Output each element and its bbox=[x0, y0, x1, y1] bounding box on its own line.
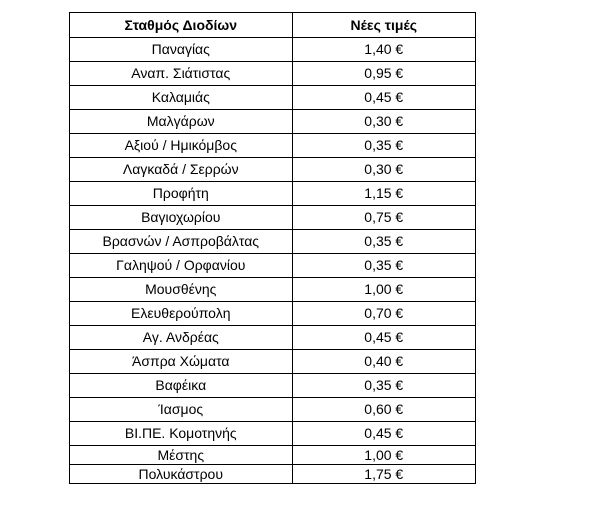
table-row bbox=[70, 302, 476, 326]
table-row bbox=[70, 326, 476, 350]
station-name-cell: Λαγκαδά / Σερρών bbox=[70, 158, 293, 182]
station-name-cell: Παναγίας bbox=[70, 38, 293, 62]
price-cell: 1,15 € bbox=[292, 182, 475, 206]
price-cell: 0,45 € bbox=[292, 86, 475, 110]
table-row bbox=[70, 465, 476, 484]
station-name-cell: Ελευθερούπολη bbox=[70, 302, 293, 326]
price-cell: 0,35 € bbox=[292, 230, 475, 254]
station-name-cell: Μέστης bbox=[70, 446, 293, 465]
price-cell: 0,95 € bbox=[292, 62, 475, 86]
station-name-cell: Γαληψού / Ορφανίου bbox=[70, 254, 293, 278]
station-name-cell: Βρασνών / Ασπροβάλτας bbox=[70, 230, 293, 254]
price-cell: 0,70 € bbox=[292, 302, 475, 326]
price-cell: 0,30 € bbox=[292, 110, 475, 134]
price-cell: 0,75 € bbox=[292, 206, 475, 230]
table-row bbox=[70, 446, 476, 465]
price-cell: 0,35 € bbox=[292, 254, 475, 278]
price-cell: 0,60 € bbox=[292, 398, 475, 422]
station-name-cell: Άσπρα Χώματα bbox=[70, 350, 293, 374]
station-name-cell: Μουσθένης bbox=[70, 278, 293, 302]
price-cell: 0,35 € bbox=[292, 134, 475, 158]
station-name-cell: Ίασμος bbox=[70, 398, 293, 422]
price-cell: 0,45 € bbox=[292, 326, 475, 350]
price-cell: 1,00 € bbox=[292, 446, 475, 465]
header-new-prices: Νέες τιμές bbox=[292, 13, 475, 38]
table-header-row bbox=[70, 13, 476, 38]
table-row bbox=[70, 398, 476, 422]
station-name-cell: Βαφέικα bbox=[70, 374, 293, 398]
station-name-cell: Βαγιοχωρίου bbox=[70, 206, 293, 230]
price-cell: 1,00 € bbox=[292, 278, 475, 302]
station-name-cell: Καλαμιάς bbox=[70, 86, 293, 110]
station-name-cell: Αναπ. Σιάτιστας bbox=[70, 62, 293, 86]
table-row bbox=[70, 38, 476, 62]
table-row bbox=[70, 278, 476, 302]
price-cell: 1,75 € bbox=[292, 465, 475, 484]
table-row bbox=[70, 86, 476, 110]
header-station: Σταθμός Διοδίων bbox=[70, 13, 293, 38]
table-row bbox=[70, 158, 476, 182]
price-cell: 0,35 € bbox=[292, 374, 475, 398]
table-row bbox=[70, 374, 476, 398]
price-cell: 0,45 € bbox=[292, 422, 475, 446]
table-row bbox=[70, 134, 476, 158]
toll-prices-table bbox=[69, 12, 476, 484]
price-cell: 0,40 € bbox=[292, 350, 475, 374]
table-row bbox=[70, 254, 476, 278]
station-name-cell: ΒΙ.ΠΕ. Κομοτηνής bbox=[70, 422, 293, 446]
table-body bbox=[70, 38, 476, 484]
station-name-cell: Μαλγάρων bbox=[70, 110, 293, 134]
station-name-cell: Αξιού / Ημικόμβος bbox=[70, 134, 293, 158]
table-row bbox=[70, 230, 476, 254]
price-cell: 0,30 € bbox=[292, 158, 475, 182]
station-name-cell: Αγ. Ανδρέας bbox=[70, 326, 293, 350]
table-row bbox=[70, 182, 476, 206]
table-row bbox=[70, 350, 476, 374]
table-row bbox=[70, 206, 476, 230]
table-row bbox=[70, 62, 476, 86]
table-row bbox=[70, 422, 476, 446]
price-cell: 1,40 € bbox=[292, 38, 475, 62]
table-row bbox=[70, 110, 476, 134]
station-name-cell: Προφήτη bbox=[70, 182, 293, 206]
station-name-cell: Πολυκάστρου bbox=[70, 465, 293, 484]
